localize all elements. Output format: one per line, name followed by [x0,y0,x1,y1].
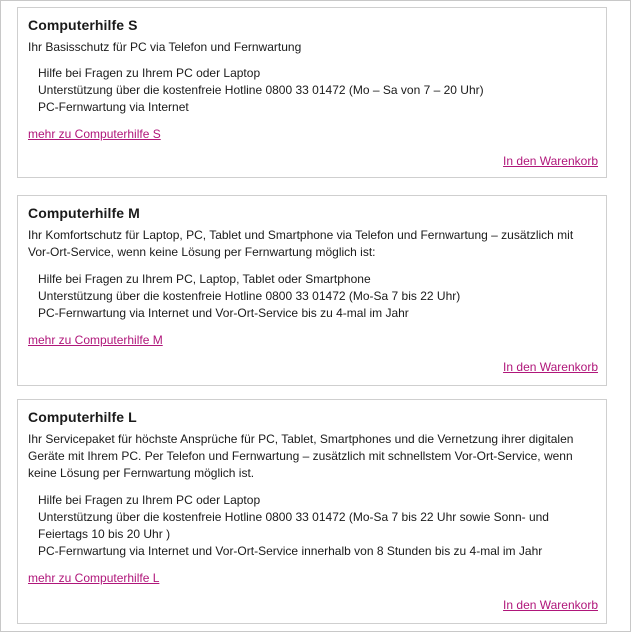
add-to-cart-link[interactable]: In den Warenkorb [503,598,598,612]
feature-list [38,492,584,560]
feature-item: Unterstützung über die kostenfreie Hotline 0800 33 01472 (Mo-Sa 7 bis 22 Uhr sowie Sonn- und Feiertags 10 bis 20 Uhr ) [38,510,549,541]
card-title: Computerhilfe S [28,17,138,33]
feature-item: PC-Fernwartung via Internet und Vor-Ort-Service innerhalb von 8 Stunden bis zu 4-mal im Jahr [38,544,543,558]
product-card-computerhilfe-m [17,195,607,386]
feature-item: Hilfe bei Fragen zu Ihrem PC, Laptop, Tablet oder Smartphone [38,272,371,286]
feature-item: PC-Fernwartung via Internet [38,100,189,114]
feature-list [38,271,584,322]
card-description: Ihr Servicepaket für höchste Ansprüche für PC, Tablet, Smartphones und die Vernetzung ihrer digitalen Geräte mit Ihrem PC. Per Telefon und Fernwartung – zusätzlich mit schnellstem Vor-Ort-Service, wenn keine Lösung per Fernwartung möglich ist. [28,432,574,480]
feature-list [38,65,584,116]
feature-item: Unterstützung über die kostenfreie Hotline 0800 33 01472 (Mo – Sa von 7 – 20 Uhr) [38,83,484,97]
card-title: Computerhilfe L [28,409,137,425]
add-to-cart-link[interactable]: In den Warenkorb [503,360,598,374]
feature-item: Hilfe bei Fragen zu Ihrem PC oder Laptop [38,493,261,507]
card-description: Ihr Komfortschutz für Laptop, PC, Tablet und Smartphone via Telefon und Fernwartung – zusätzlich mit Vor-Ort-Service, wenn keine Lösung per Fernwartung möglich ist: [28,228,574,259]
feature-item: Hilfe bei Fragen zu Ihrem PC oder Laptop [38,66,261,80]
card-description: Ihr Basisschutz für PC via Telefon und Fernwartung [28,40,302,54]
feature-item: Unterstützung über die kostenfreie Hotline 0800 33 01472 (Mo-Sa 7 bis 22 Uhr) [38,289,461,303]
product-card-computerhilfe-s [17,7,607,178]
card-title: Computerhilfe M [28,205,140,221]
feature-item: PC-Fernwartung via Internet und Vor-Ort-Service bis zu 4-mal im Jahr [38,306,409,320]
more-link-computerhilfe-l[interactable]: mehr zu Computerhilfe L [28,571,160,585]
product-card-computerhilfe-l [17,399,607,624]
add-to-cart-link[interactable]: In den Warenkorb [503,154,598,168]
more-link-computerhilfe-s[interactable]: mehr zu Computerhilfe S [28,127,161,141]
more-link-computerhilfe-m[interactable]: mehr zu Computerhilfe M [28,333,163,347]
